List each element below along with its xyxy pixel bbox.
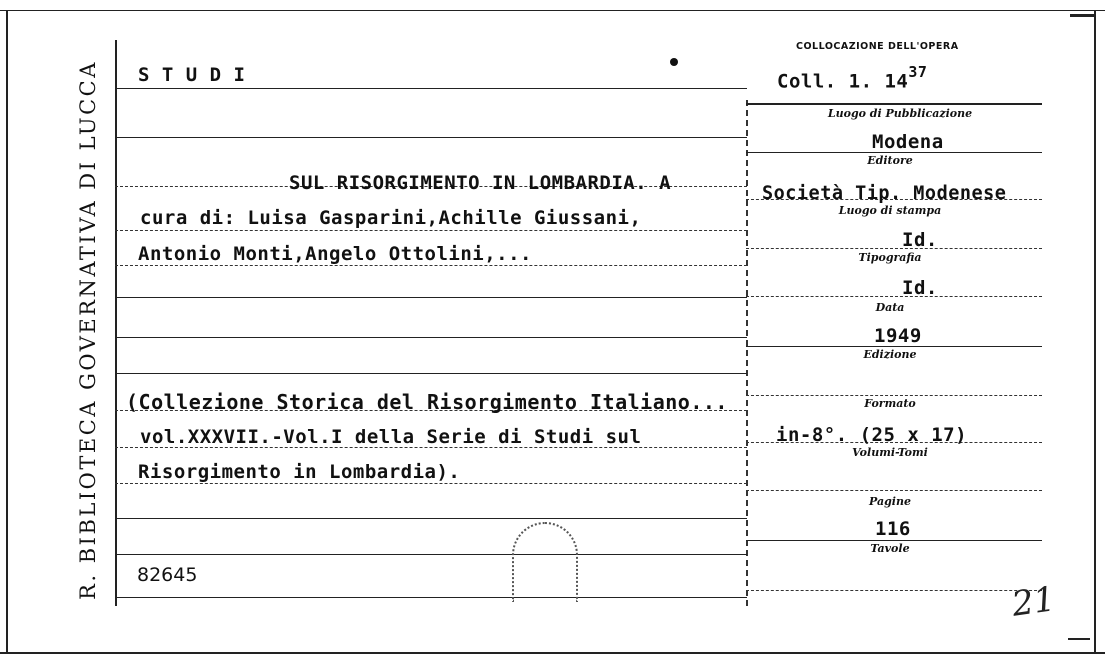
right-rule-line: [746, 296, 1042, 297]
right-border: [1094, 10, 1096, 652]
location-caption: COLLOCAZIONE DELL'OPERA: [796, 41, 959, 52]
punch-dot: [670, 58, 678, 66]
column-divider: [746, 100, 748, 606]
print-place-value: Id.: [902, 229, 938, 251]
card-heading: S T U D I: [138, 64, 246, 86]
left-border: [6, 10, 8, 652]
shelfmark-main: Coll. 1. 14: [777, 70, 909, 93]
main-left-rule: [115, 40, 117, 606]
rule-line: [115, 483, 747, 484]
volumes-label: Volumi-Tomi: [852, 446, 928, 459]
right-rule-line: [746, 540, 1042, 541]
publisher-label: Editore: [867, 154, 913, 167]
title-line-2: cura di: Luisa Gasparini,Achille Giussani,: [140, 207, 642, 229]
title-line-3: Antonio Monti,Angelo Ottolini,...: [138, 243, 532, 265]
rule-line: [115, 554, 747, 555]
rule-line: [115, 373, 747, 374]
publisher-value: Società Tip. Modenese: [762, 183, 1007, 204]
title-line-1: SUL RISORGIMENTO IN LOMBARDIA. A: [289, 172, 672, 194]
place-label: Luogo di Pubblicazione: [827, 107, 973, 120]
format-value: in-8°. (25 x 17): [776, 424, 968, 446]
edition-label: Edizione: [863, 348, 917, 361]
pages-label: Pagine: [869, 495, 911, 508]
pages-value: 116: [875, 518, 911, 540]
rule-line: [115, 337, 747, 338]
plates-label: Tavole: [870, 542, 910, 555]
rule-line: [115, 297, 747, 298]
scan-mark: [1070, 14, 1094, 17]
place-value: Modena: [872, 131, 944, 153]
right-rule-line: [746, 590, 1042, 591]
rule-line: [115, 518, 747, 519]
printer-value: Id.: [902, 277, 938, 299]
inventory-number: 82645: [137, 564, 198, 586]
bottom-border: [0, 652, 1105, 654]
handwritten-note: 21: [1009, 579, 1058, 625]
rule-line: [115, 265, 747, 266]
scan-mark: [1068, 638, 1090, 640]
series-line-1: (Collezione Storica del Risorgimento Italiano...: [126, 390, 728, 414]
shelfmark-sup: 37: [908, 63, 928, 81]
format-label: Formato: [864, 397, 916, 410]
right-rule-line: [746, 395, 1042, 396]
rule-line: [115, 88, 747, 89]
printer-label: Tipografia: [858, 251, 922, 264]
library-name-vertical: R. BIBLIOTECA GOVERNATIVA DI LUCCA: [76, 60, 100, 600]
right-rule-line: [746, 490, 1042, 491]
print-place-label: Luogo di stampa: [838, 204, 942, 217]
stamp-mark: [512, 522, 578, 602]
rule-line: [115, 230, 747, 231]
rule-line: [115, 137, 747, 138]
date-value: 1949: [874, 325, 922, 347]
series-line-2: vol.XXXVII.-Vol.I della Serie di Studi sul: [140, 426, 642, 448]
rule-line: [115, 597, 747, 598]
shelfmark: [777, 63, 928, 93]
right-rule-line: [746, 103, 1042, 105]
right-rule-line: [746, 248, 1042, 249]
series-line-3: Risorgimento in Lombardia).: [138, 461, 461, 483]
date-label: Data: [875, 301, 905, 314]
top-border: [0, 10, 1105, 11]
